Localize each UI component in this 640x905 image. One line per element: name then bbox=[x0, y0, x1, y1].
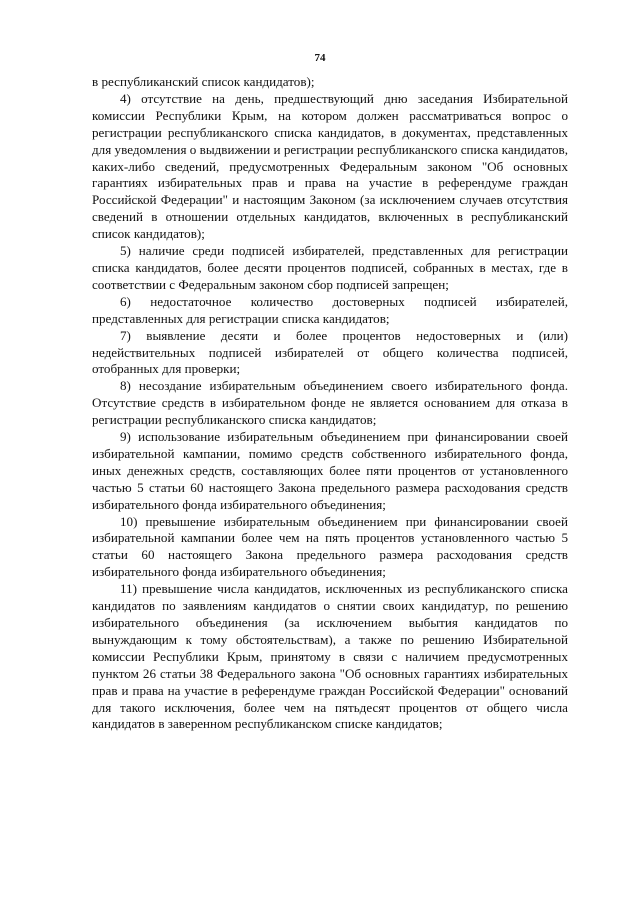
paragraph-item-8: 8) несоздание избирательным объединением своего избирательного фонда. Отсутствие средств в избирательном фонде не является основанием для отказа в регистрации республиканского списка кандидатов; bbox=[92, 378, 568, 428]
paragraph-continuation: в республиканский список кандидатов); bbox=[92, 74, 315, 89]
document-body bbox=[92, 74, 568, 733]
page-number: 74 bbox=[314, 52, 326, 64]
paragraph-item-6: 6) недостаточное количество достоверных подписей избирателей, представленных для регистрации списка кандидатов; bbox=[92, 293, 568, 326]
paragraph-item-7: 7) выявление десяти и более процентов недостоверных и (или) недействительных подписей избирателей от общего количества подписей, отобранных для проверки; bbox=[92, 327, 568, 377]
paragraph-item-10: 10) превышение избирательным объединением при финансировании своей избирательной кампании более чем на пять процентов установленного частью 5 статьи 60 настоящего Закона предельного размера расходования средств избирательного фонда избирательного объединения; bbox=[92, 513, 568, 580]
paragraph-item-9: 9) использование избирательным объединением при финансировании своей избирательной кампании, помимо средств собственного избирательного фонда, иных денежных средств, составляющих более пяти процентов от установленного частью 5 статьи 60 настоящего Закона предельного размера расходования средств избирательного фонда избирательного объединения; bbox=[92, 429, 568, 512]
paragraph-item-5: 5) наличие среди подписей избирателей, представленных для регистрации списка кандидатов, более десяти процентов подписей, собранных в местах, где в соответствии с Федеральным законом сбор подписей запрещен; bbox=[92, 243, 568, 292]
paragraph-item-11: 11) превышение числа кандидатов, исключенных из республиканского списка кандидатов по заявлениям кандидатов о снятии своих кандидатур, по решению избирательного объединения (за исключением выбытия кандидатов по вынуждающим к тому обстоятельствам), а также по решению Избирательной комиссии Республики Крым, принятому в связи с наличием предусмотренных пунктом 26 статьи 38 Федерального закона "Об основных гарантиях избирательных прав и права на участие в референдуме граждан Российской Федерации" оснований для такого исключения, более чем на пятьдесят процентов от общего числа кандидатов в заверенном республиканском списке кандидатов; bbox=[92, 581, 568, 732]
paragraph-item-4: 4) отсутствие на день, предшествующий дню заседания Избирательной комиссии Республики Крым, на котором должен рассматриваться вопрос о регистрации республиканского списка кандидатов, в документах, представленных для уведомления о выдвижении и регистрации республиканского списка кандидатов, каких-либо сведений, предусмотренных Федеральным законом "Об основных гарантиях избирательных прав и права на участие в референдуме граждан Российской Федерации" и настоящим Законом (за исключением случаев отсутствия сведений в отношении отдельных кандидатов, включенных в республиканский список кандидатов); bbox=[92, 90, 568, 242]
